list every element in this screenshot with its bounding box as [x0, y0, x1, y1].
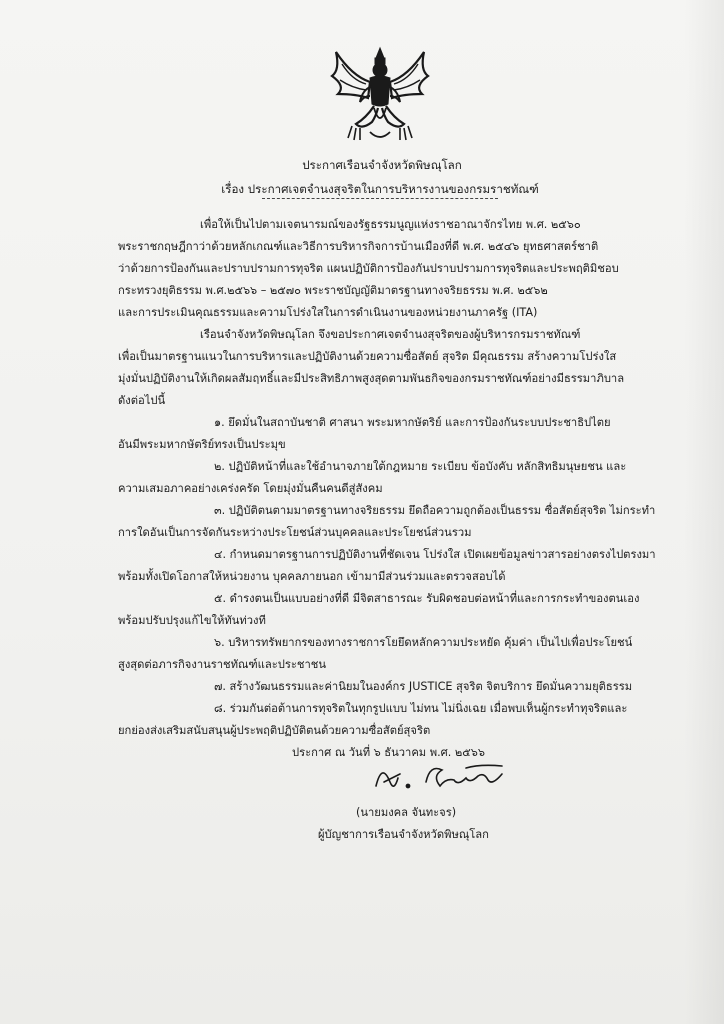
para2-line-3: มุ่งมั่นปฏิบัติงานให้เกิดผลสัมฤทธิ์และมีประสิทธิภาพสูงสุดตามพันธกิจของกรมราชทัณฑ์อย่างมีธรรมาภิบาล [118, 372, 625, 385]
announcement-date: ประกาศ ณ วันที่ ๖ ธันวาคม พ.ศ. ๒๕๖๖ [292, 746, 485, 759]
item-5-line-2: พร้อมปรับปรุงแก้ไขให้ทันท่วงที [118, 614, 266, 627]
signer-position: ผู้บัญชาการเรือนจำจังหวัดพิษณุโลก [318, 828, 489, 841]
item-7-line-1: ๗. สร้างวัฒนธรรมและค่านิยมในองค์กร JUSTICE สุจริต จิตบริการ ยึดมั่นความยุติธรรม [214, 680, 633, 693]
para1-line-4: กระทรวงยุติธรรม พ.ศ.๒๕๖๖ – ๒๕๗๐ พระราชบัญญัติมาตรฐานทางจริยธรรม พ.ศ. ๒๕๖๒ [118, 284, 548, 297]
item-5-line-1: ๕. ดำรงตนเป็นแบบอย่างที่ดี มีจิตสาธารณะ รับผิดชอบต่อหน้าที่และการกระทำของตนเอง [214, 592, 640, 605]
item-6-line-2: สูงสุดต่อภารกิจงานราชทัณฑ์และประชาชน [118, 658, 326, 671]
garuda-emblem-icon [326, 46, 434, 146]
item-8-line-1: ๘. ร่วมกันต่อต้านการทุจริตในทุกรูปแบบ ไม่ทน ไม่นิ่งเฉย เมื่อพบเห็นผู้กระทำทุจริตและ [214, 702, 628, 715]
para1-line-3: ว่าด้วยการป้องกันและปราบปรามการทุจริต แผนปฏิบัติการป้องกันปราบปรามการทุจริตและประพฤติมิชอบ [118, 262, 619, 275]
subject-line: เรื่อง ประกาศเจตจำนงสุจริตในการบริหารงานของกรมราชทัณฑ์ [221, 182, 539, 196]
para2-line-4: ดังต่อไปนี้ [118, 394, 166, 407]
title-divider [262, 198, 498, 199]
item-3-line-1: ๓. ปฏิบัติตนตามมาตรฐานทางจริยธรรม ยึดถือความถูกต้องเป็นธรรม ซื่อสัตย์สุจริต ไม่กระทำ [214, 504, 656, 517]
agency-title: ประกาศเรือนจำจังหวัดพิษณุโลก [302, 158, 462, 172]
signature-icon [370, 756, 520, 802]
signer-name: (นายมงคล จันทะจร) [356, 806, 457, 819]
para2-line-2: เพื่อเป็นมาตรฐานแนวในการบริหารและปฏิบัติงานด้วยความซื่อสัตย์ สุจริต มีคุณธรรม สร้างความโปร่งใส [118, 350, 617, 363]
item-4-line-1: ๔. กำหนดมาตรฐานการปฏิบัติงานที่ชัดเจน โปร่งใส เปิดเผยข้อมูลข่าวสารอย่างตรงไปตรงมา [214, 548, 656, 561]
item-1-line-1: ๑. ยึดมั่นในสถาบันชาติ ศาสนา พระมหากษัตริย์ และการป้องกันระบบประชาธิปไตย [214, 416, 611, 429]
item-2-line-2: ความเสมอภาคอย่างเคร่งครัด โดยมุ่งมั่นคืนคนดีสู่สังคม [118, 482, 383, 495]
para1-line-5: และการประเมินคุณธรรมและความโปร่งใสในการดำเนินงานของหน่วยงานภาครัฐ (ITA) [118, 306, 538, 319]
item-3-line-2: การใดอันเป็นการจัดกันระหว่างประโยชน์ส่วนบุคคลและประโยชน์ส่วนรวม [118, 526, 472, 539]
item-6-line-1: ๖. บริหารทรัพยากรของทางราชการโยยึดหลักความประหยัด คุ้มค่า เป็นไปเพื่อประโยชน์ [214, 636, 633, 649]
para2-line-1: เรือนจำจังหวัดพิษณุโลก จึงขอประกาศเจตจำนงสุจริตของผู้บริหารกรมราชทัณฑ์ [200, 328, 581, 341]
para1-line-2: พระราชกฤษฎีกาว่าด้วยหลักเกณฑ์และวิธีการบริหารกิจการบ้านเมืองที่ดี พ.ศ. ๒๕๔๖ ยุทธศาสตร์ชาติ [118, 240, 599, 253]
page-edge-shadow [684, 0, 724, 1024]
para1-line-1: เพื่อให้เป็นไปตามเจตนารมณ์ของรัฐธรรมนูญแห่งราชอาณาจักรไทย พ.ศ. ๒๕๖๐ [200, 218, 581, 231]
item-1-line-2: อันมีพระมหากษัตริย์ทรงเป็นประมุข [118, 438, 286, 451]
item-2-line-1: ๒. ปฏิบัติหน้าที่และใช้อำนาจภายใต้กฎหมาย ระเบียบ ข้อบังคับ หลักสิทธิมนุษยชน และ [214, 460, 627, 473]
item-4-line-2: พร้อมทั้งเปิดโอกาสให้หน่วยงาน บุคคลภายนอก เข้ามามีส่วนร่วมและตรวจสอบได้ [118, 570, 506, 583]
item-8-line-2: ยกย่องส่งเสริมสนับสนุนผู้ประพฤติปฏิบัติตนด้วยความซื่อสัตย์สุจริต [118, 724, 431, 737]
